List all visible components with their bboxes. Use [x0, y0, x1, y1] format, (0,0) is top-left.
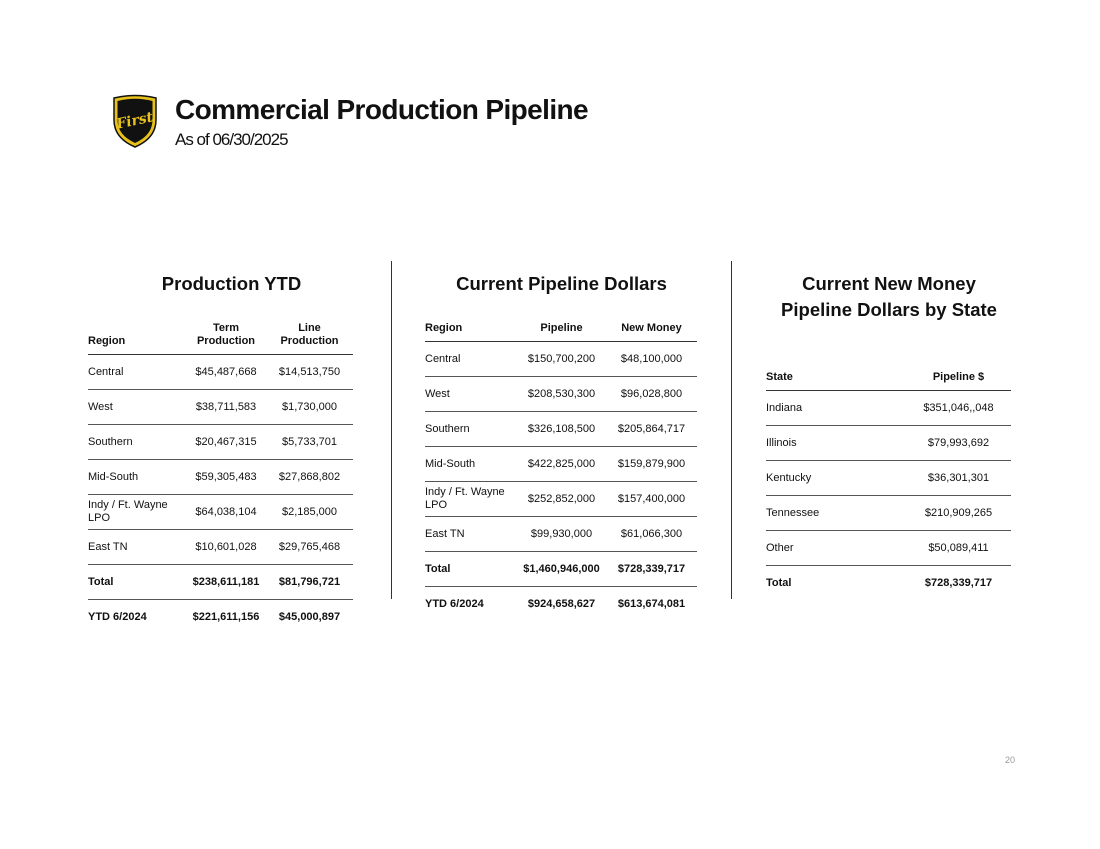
table-row: West $38,711,583 $1,730,000	[88, 390, 353, 425]
column-header-term-production: Term Production	[186, 322, 266, 355]
column-header-line-production: Line Production	[266, 322, 353, 355]
pipeline-dollars-title: Current Pipeline Dollars	[456, 273, 667, 294]
first-bank-shield-logo	[110, 94, 160, 148]
column-divider	[731, 261, 732, 599]
total-row: Total $728,339,717	[766, 576, 993, 589]
page-title: Commercial Production Pipeline	[175, 94, 588, 125]
column-divider	[391, 261, 392, 599]
table-row: West $208,530,300 $96,028,800	[425, 377, 697, 412]
table-row: Central $45,487,668 $14,513,750	[88, 355, 353, 390]
table-row: Kentucky $36,301,301	[766, 461, 1011, 496]
table-row: Southern $326,108,500 $205,864,717	[425, 412, 697, 447]
table-row: Indy / Ft. Wayne LPO $252,852,000 $157,400,000	[425, 482, 697, 517]
column-header-region: Region	[88, 322, 186, 355]
table-row: Mid-South $59,305,483 $27,868,802	[88, 460, 353, 495]
table-row: Other $50,089,411	[766, 531, 1011, 566]
column-header-pipeline: Pipeline	[517, 322, 606, 342]
table-row: East TN $10,601,028 $29,765,468	[88, 530, 353, 565]
table-row: Indiana $351,046,,048	[766, 391, 1011, 426]
table-row: Southern $20,467,315 $5,733,701	[88, 425, 353, 460]
column-header-state: State	[766, 371, 906, 391]
total-row: Total $238,611,181 $81,796,721	[88, 565, 353, 600]
prior-year-row: YTD 6/2024 $221,611,156 $45,000,897	[88, 610, 341, 623]
prior-year-row: YTD 6/2024 $924,658,627 $613,674,081	[425, 597, 686, 610]
production-ytd-title: Production YTD	[161, 273, 302, 294]
table-row: Illinois $79,993,692	[766, 426, 1011, 461]
page-subtitle: As of 06/30/2025	[175, 130, 288, 149]
table-row: East TN $99,930,000 $61,066,300	[425, 517, 697, 552]
table-row: Tennessee $210,909,265	[766, 496, 1011, 531]
column-header-region: Region	[425, 322, 517, 342]
table-header-row	[425, 322, 697, 342]
state-pipeline-title: Current New Money Pipeline Dollars by State	[781, 273, 997, 320]
pipeline-dollars-table	[425, 322, 697, 621]
column-header-pipeline-dollars: Pipeline $	[906, 371, 1011, 391]
table-row: Mid-South $422,825,000 $159,879,900	[425, 447, 697, 482]
logo-lettering: First	[115, 109, 155, 133]
page-number: 20	[1004, 755, 1015, 765]
state-pipeline-table	[766, 371, 1011, 600]
column-header-new-money: New Money	[606, 322, 697, 342]
production-ytd-table	[88, 322, 353, 634]
total-row: Total $1,460,946,000 $728,339,717	[425, 552, 697, 587]
table-row: Central $150,700,200 $48,100,000	[425, 342, 697, 377]
table-row: Indy / Ft. Wayne LPO $64,038,104 $2,185,000	[88, 495, 353, 530]
table-header-row	[766, 371, 1011, 391]
table-header-row	[88, 322, 353, 355]
